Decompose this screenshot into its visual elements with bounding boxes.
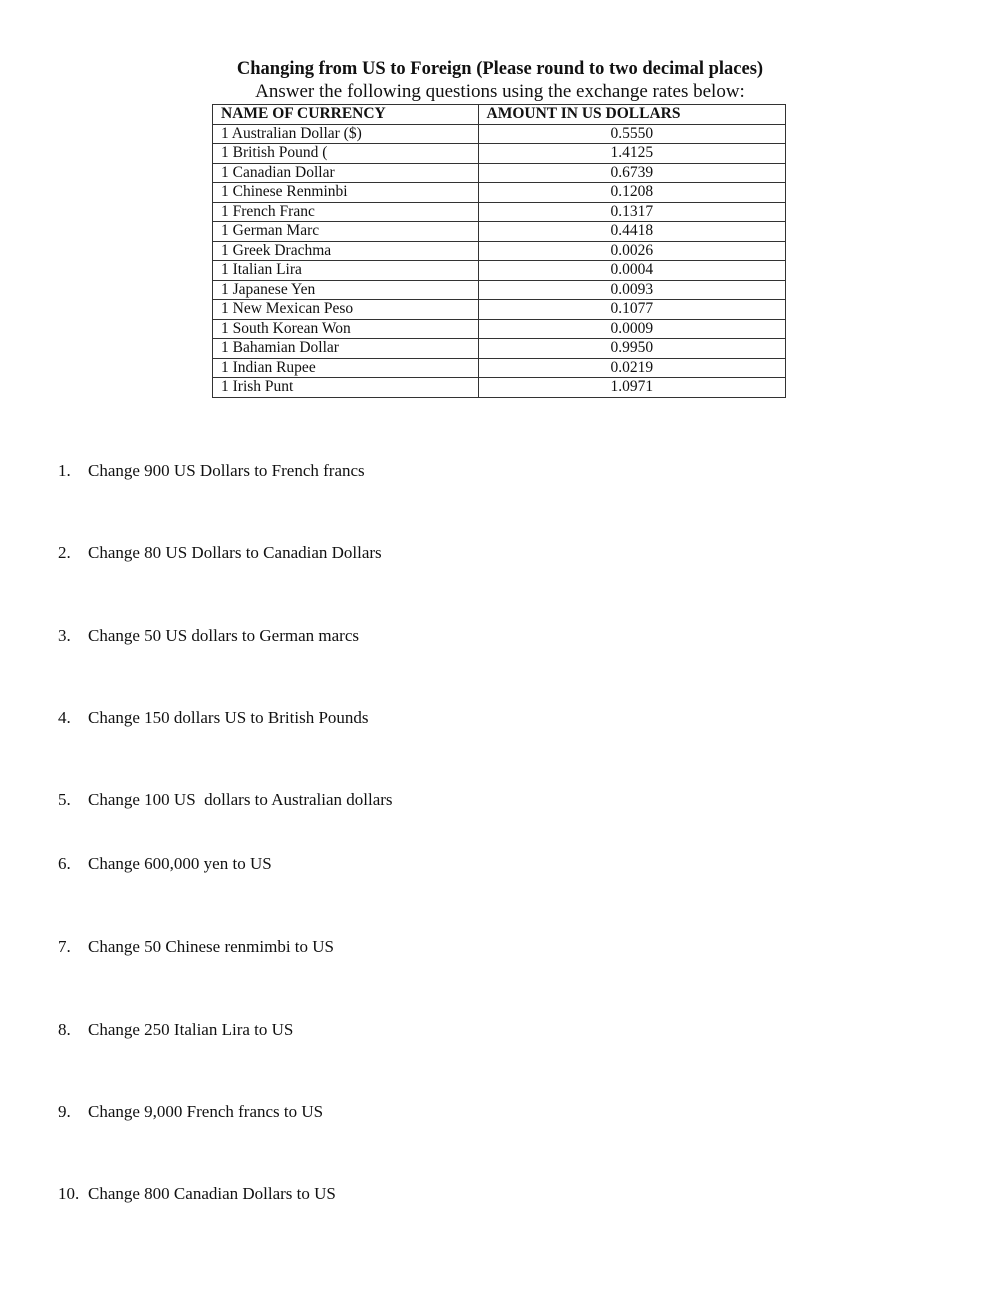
currency-rate: 0.0009 [478, 319, 785, 339]
currency-rate: 0.0093 [478, 280, 785, 300]
currency-name: 1 Indian Rupee [213, 358, 479, 378]
currency-name: 1 Bahamian Dollar [213, 339, 479, 359]
question-number: 7. [58, 937, 71, 956]
column-header-amount: AMOUNT IN US DOLLARS [478, 105, 785, 125]
currency-rate: 0.1317 [478, 202, 785, 222]
column-header-currency: NAME OF CURRENCY [213, 105, 479, 125]
currency-rate: 0.6739 [478, 163, 785, 183]
currency-rate: 0.9950 [478, 339, 785, 359]
question-text: Change 50 US dollars to German marcs [88, 626, 359, 645]
question-1 [58, 461, 365, 481]
question-number: 2. [58, 543, 71, 562]
question-text: Change 100 US dollars to Australian dollars [88, 790, 393, 809]
exchange-rates-table [212, 104, 786, 398]
table-row [213, 222, 786, 242]
currency-rate: 1.4125 [478, 144, 785, 164]
table-row [213, 358, 786, 378]
table-row [213, 319, 786, 339]
question-text: Change 150 dollars US to British Pounds [88, 708, 369, 727]
currency-name: 1 Canadian Dollar [213, 163, 479, 183]
question-text: Change 9,000 French francs to US [88, 1102, 324, 1121]
currency-rate: 0.0219 [478, 358, 785, 378]
table-row [213, 280, 786, 300]
question-text: Change 800 Canadian Dollars to US [88, 1184, 336, 1203]
question-text: Change 80 US Dollars to Canadian Dollars [88, 543, 382, 562]
currency-name: 1 Australian Dollar ($) [213, 124, 479, 144]
currency-name: 1 Italian Lira [213, 261, 479, 281]
currency-rate: 0.5550 [478, 124, 785, 144]
question-number: 3. [58, 626, 71, 645]
question-number: 9. [58, 1102, 71, 1121]
table-row [213, 241, 786, 261]
table-row [213, 124, 786, 144]
question-number: 10. [58, 1184, 80, 1203]
question-number: 5. [58, 790, 71, 809]
question-number: 1. [58, 461, 71, 480]
currency-name: 1 Greek Drachma [213, 241, 479, 261]
currency-name: 1 Irish Punt [213, 378, 479, 398]
question-5 [58, 790, 393, 810]
worksheet-title: Changing from US to Foreign (Please round to two decimal places) [236, 59, 764, 79]
question-number: 6. [58, 854, 71, 873]
question-8 [58, 1020, 293, 1040]
table-row [213, 144, 786, 164]
question-6 [58, 854, 272, 874]
table-row [213, 183, 786, 203]
table-row [213, 261, 786, 281]
question-10 [58, 1184, 336, 1204]
question-text: Change 600,000 yen to US [88, 854, 272, 873]
question-3 [58, 626, 359, 646]
currency-rate: 0.1077 [478, 300, 785, 320]
question-4 [58, 708, 369, 728]
currency-rate: 0.1208 [478, 183, 785, 203]
currency-rate: 0.0004 [478, 261, 785, 281]
table-row [213, 378, 786, 398]
table-row [213, 300, 786, 320]
worksheet-instructions: Answer the following questions using the exchange rates below: [255, 81, 745, 102]
table-row [213, 339, 786, 359]
question-number: 4. [58, 708, 71, 727]
currency-name: 1 New Mexican Peso [213, 300, 479, 320]
currency-rate: 0.4418 [478, 222, 785, 242]
currency-rate: 1.0971 [478, 378, 785, 398]
question-2 [58, 543, 382, 563]
question-7 [58, 937, 334, 957]
currency-name: 1 South Korean Won [213, 319, 479, 339]
table-row [213, 202, 786, 222]
table-row [213, 163, 786, 183]
question-text: Change 250 Italian Lira to US [88, 1020, 294, 1039]
currency-name: 1 German Marc [213, 222, 479, 242]
currency-name: 1 British Pound ( [213, 144, 479, 164]
question-text: Change 50 Chinese renmimbi to US [88, 937, 335, 956]
currency-name: 1 French Franc [213, 202, 479, 222]
currency-name: 1 Chinese Renminbi [213, 183, 479, 203]
table-header-row [213, 105, 786, 125]
question-text: Change 900 US Dollars to French francs [88, 461, 365, 480]
question-number: 8. [58, 1020, 71, 1039]
question-9 [58, 1102, 323, 1122]
currency-rate: 0.0026 [478, 241, 785, 261]
currency-name: 1 Japanese Yen [213, 280, 479, 300]
